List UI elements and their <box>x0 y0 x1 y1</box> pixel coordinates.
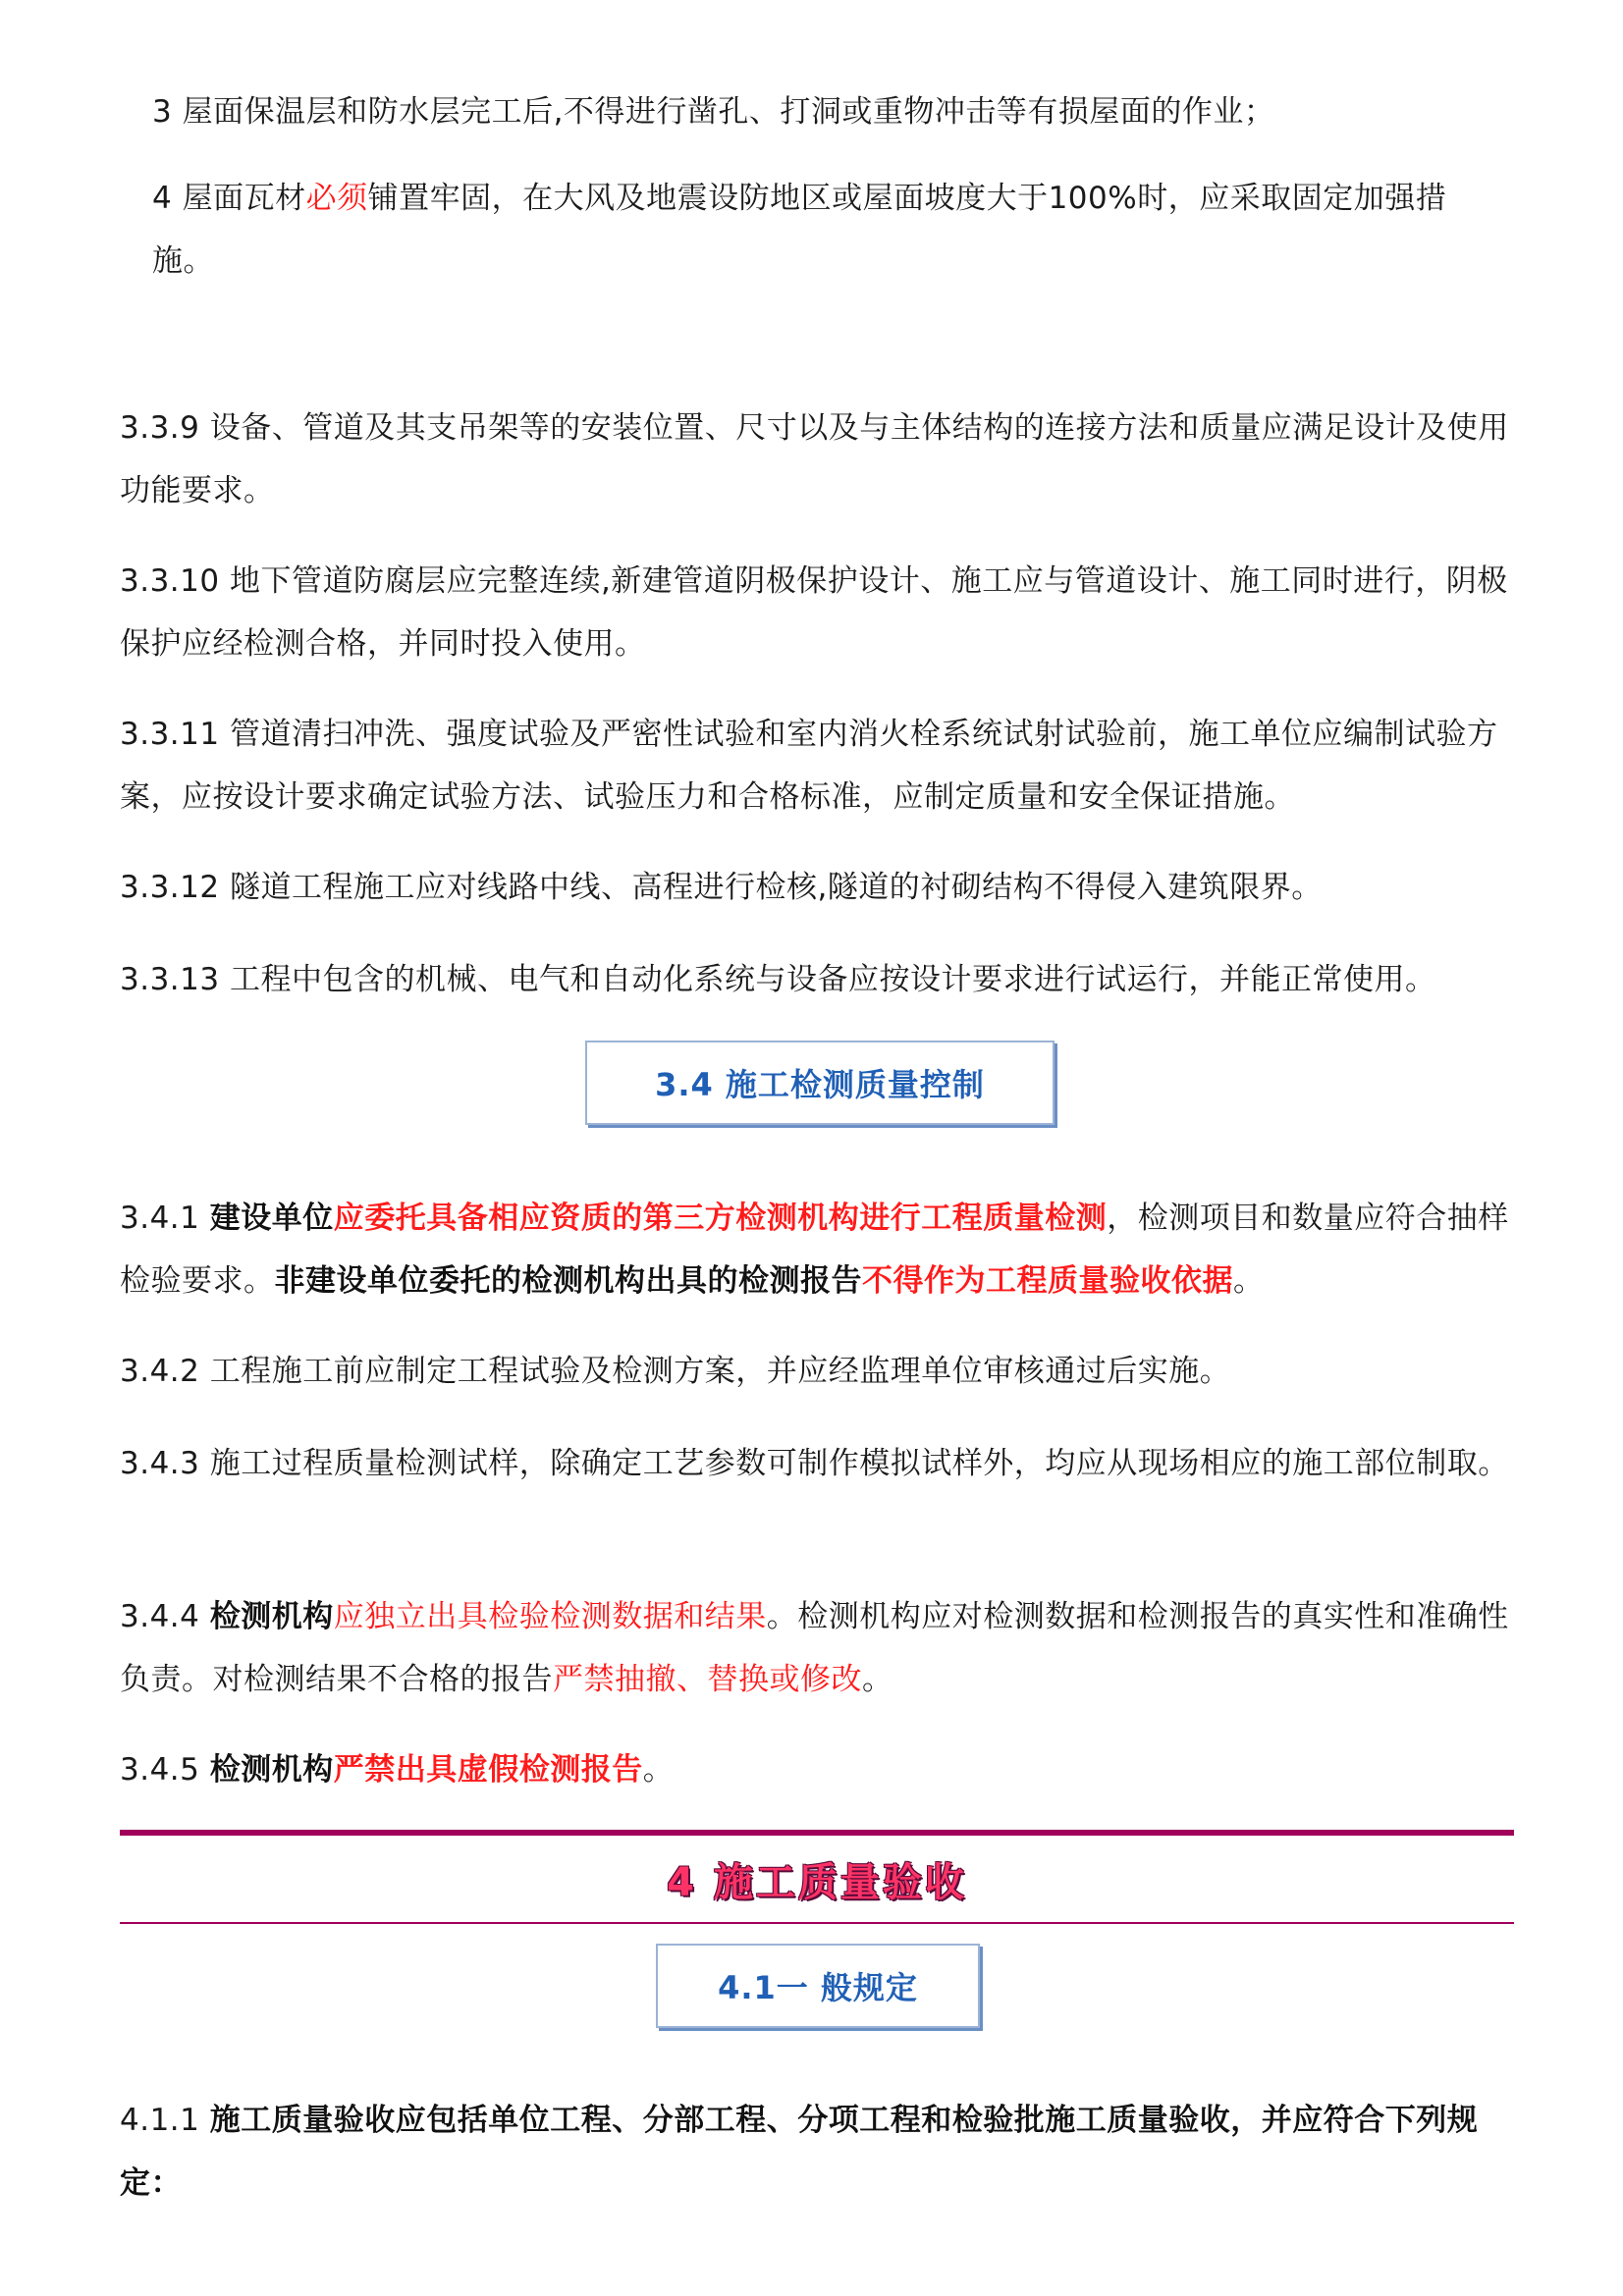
bold-text: 建设单位 <box>209 1201 334 1236</box>
paragraph-text: 铺置牢固，在大风及地震设防地区或屋面坡度大于100%时，应采取固定加强措施。 <box>152 181 1447 279</box>
emphasis-text: 应委托具备相应资质的第三方检测机构进行工程质量检测 <box>333 1201 1108 1236</box>
paragraph-text: 3.3.10 地下管道防腐层应完整连续,新建管道阴极保护设计、施工应与管道设计、施工同时进行，阴极保护应经检测合格，并同时投入使用。 <box>120 563 1508 662</box>
paragraph-3-3-9 <box>120 397 1514 522</box>
paragraph-text: 3.3.9 设备、管道及其支吊架等的安装位置、尺寸以及与主体结构的连接方法和质量应满足设计及使用功能要求。 <box>120 410 1509 508</box>
paragraph-3-4-5 <box>120 1738 1514 1801</box>
paragraph-text: 。 <box>1233 1263 1265 1299</box>
paragraph-3-3-10 <box>120 550 1514 675</box>
emphasis-text: 不得作为工程质量验收依据 <box>862 1263 1233 1299</box>
paragraph-text: 。检测机构应对检测数据和检测报告的真实性和准确性负责。对检测结果不合格的报告 <box>120 1599 1509 1697</box>
paragraph-text: 3.4.1 <box>120 1201 210 1236</box>
paragraph-text: 3 屋面保温层和防水层完工后,不得进行凿孔、打洞或重物冲击等有损屋面的作业； <box>152 94 1275 130</box>
bold-text: 检测机构 <box>209 1599 334 1634</box>
bold-text: 施工质量验收应包括单位工程、分部工程、分项工程和检验批施工质量验收，并应符合下列规定： <box>120 2103 1479 2201</box>
paragraph-text: 3.3.13 工程中包含的机械、电气和自动化系统与设备应按设计要求进行试运行，并能正常使用。 <box>120 962 1436 997</box>
section-heading-3-4 <box>585 1041 1055 1125</box>
paragraph-3-4-3 <box>120 1432 1514 1495</box>
emphasis-text: 严禁出具虚假检测报告 <box>333 1752 643 1788</box>
paragraph-3-4-1 <box>120 1187 1514 1312</box>
paragraph-text: 4 屋面瓦材 <box>152 181 306 216</box>
paragraph-3-3-12 <box>120 856 1514 919</box>
section-heading-text: 3.4 施工检测质量控制 <box>655 1066 985 1103</box>
paragraph-text: 3.4.3 施工过程质量检测试样，除确定工艺参数可制作模拟试样外，均应从现场相应的施工部位制取。 <box>120 1446 1509 1481</box>
paragraph-text: 。 <box>862 1662 893 1697</box>
paragraph-3-3-13 <box>120 948 1514 1011</box>
paragraph-text: ，检测项目和数量应符合抽样检验要求。 <box>120 1201 1509 1299</box>
paragraph-item-4 <box>152 167 1497 293</box>
chapter-title: 4 施工质量验收 <box>667 1860 967 1905</box>
paragraph-item-3 <box>152 80 1514 143</box>
paragraph-3-3-11 <box>120 703 1514 828</box>
emphasis-text: 必须 <box>305 181 368 216</box>
chapter-bottom-rule <box>120 1922 1514 1924</box>
paragraph-text: 。 <box>642 1752 675 1788</box>
paragraph-4-1-1 <box>120 2089 1514 2215</box>
paragraph-3-4-4 <box>120 1585 1514 1711</box>
chapter-top-rule <box>120 1830 1514 1836</box>
emphasis-text: 应独立出具检验检测数据和结果 <box>333 1599 767 1634</box>
paragraph-text: 3.4.2 工程施工前应制定工程试验及检测方案，并应经监理单位审核通过后实施。 <box>120 1354 1231 1389</box>
paragraph-text: 3.4.4 <box>120 1599 210 1634</box>
emphasis-text: 严禁抽撤、替换或修改 <box>553 1662 862 1697</box>
section-heading-text: 4.1一 般规定 <box>718 1969 918 2006</box>
paragraph-text: 4.1.1 <box>120 2103 210 2138</box>
bold-text: 非建设单位委托的检测机构出具的检测报告 <box>274 1263 862 1299</box>
section-heading-4-1 <box>656 1944 980 2028</box>
bold-text: 检测机构 <box>209 1752 334 1788</box>
paragraph-text: 3.3.11 管道清扫冲洗、强度试验及严密性试验和室内消火栓系统试射试验前，施工单位应编制试验方案，应按设计要求确定试验方法、试验压力和合格标准，应制定质量和安全保证措施。 <box>120 717 1498 815</box>
paragraph-text: 3.3.12 隧道工程施工应对线路中线、高程进行检核,隧道的衬砌结构不得侵入建筑限界。 <box>120 870 1323 905</box>
paragraph-3-4-2 <box>120 1340 1514 1403</box>
paragraph-text: 3.4.5 <box>120 1752 210 1788</box>
